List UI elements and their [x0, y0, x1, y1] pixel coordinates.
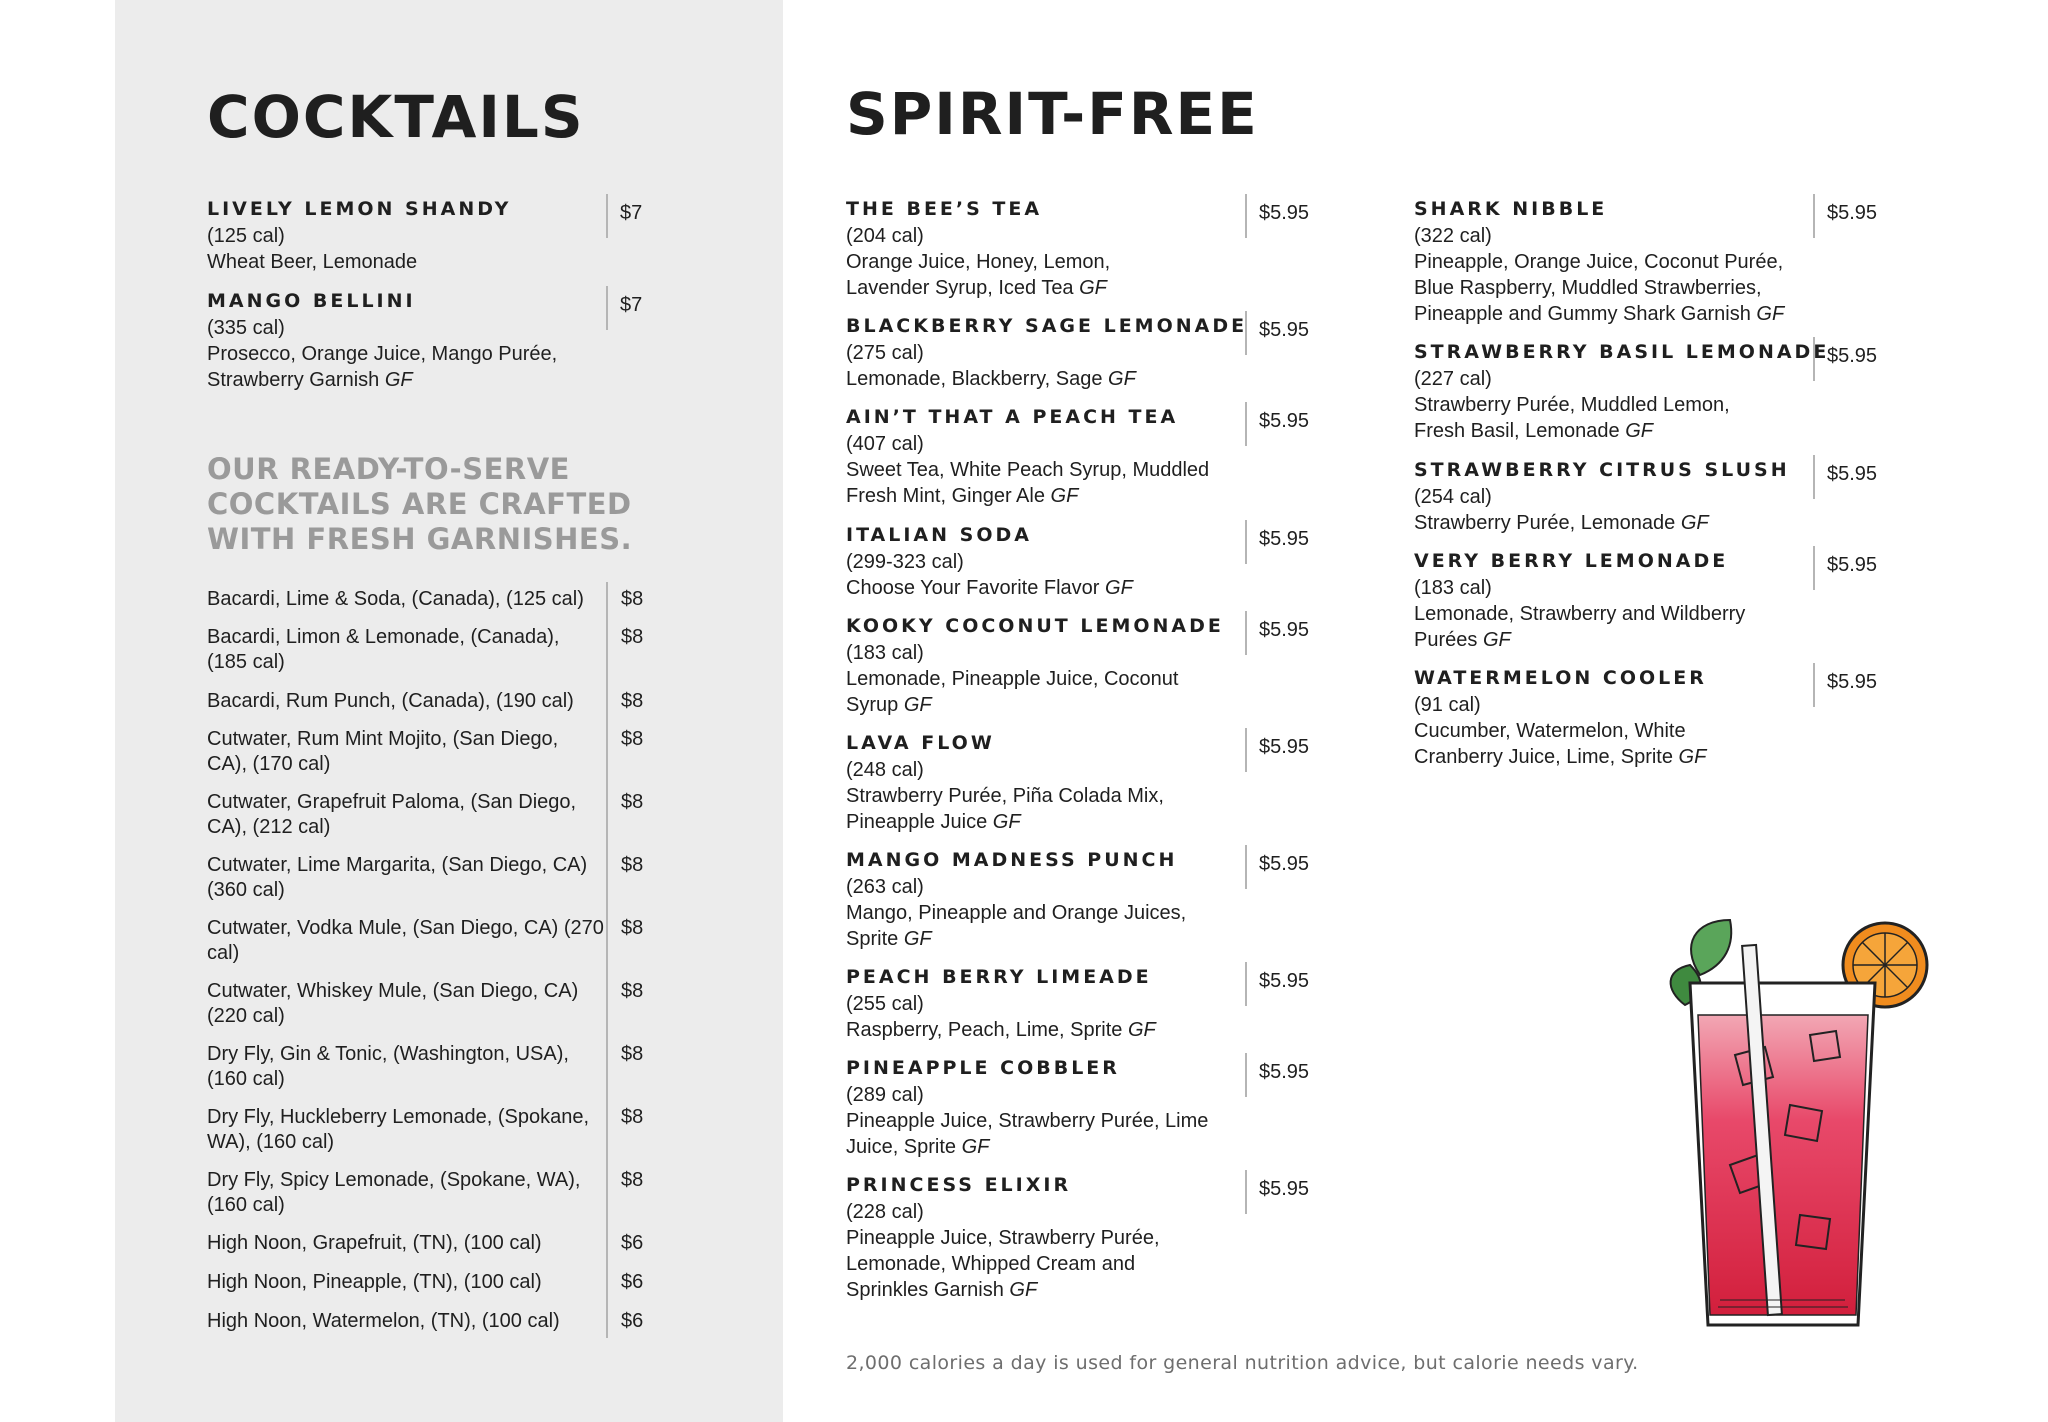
menu-item-description — [846, 483, 1209, 509]
gluten-free-badge: GF — [1050, 485, 1079, 507]
menu-item — [846, 313, 1247, 392]
ready-to-serve-item: Cutwater, Grapefruit Paloma, (San Diego, CA), (212 cal) — [207, 791, 577, 838]
menu-item-description — [1414, 392, 1829, 418]
menu-item-description — [846, 457, 1209, 483]
gluten-free-badge: GF — [992, 811, 1021, 833]
menu-item-text: Cranberry Juice, Lime, Sprite — [1414, 746, 1673, 768]
menu-item-description — [846, 666, 1224, 692]
ready-to-serve-item: Bacardi, Lime & Soda, (Canada), (125 cal) — [207, 588, 584, 610]
menu-item — [207, 196, 511, 275]
menu-item-text: Fresh Basil, Lemonade — [1414, 420, 1620, 442]
menu-item-name: MANGO BELLINI — [207, 290, 416, 312]
menu-item-text: (91 cal) — [1414, 694, 1481, 716]
menu-item-name: THE BEE’S TEA — [846, 198, 1043, 220]
menu-item-price: $5.95 — [1813, 663, 1877, 707]
menu-item-text: Juice, Sprite — [846, 1136, 957, 1158]
menu-item-calories — [846, 549, 1133, 575]
menu-item — [846, 1172, 1160, 1303]
ready-to-serve-item: Dry Fly, Huckleberry Lemonade, (Spokane, WA), (160 cal) — [207, 1106, 590, 1153]
menu-item-price: $5.95 — [1813, 194, 1877, 238]
ready-to-serve-price: $8 — [621, 626, 644, 648]
menu-item-description — [846, 1225, 1160, 1251]
menu-item-calories — [846, 991, 1156, 1017]
menu-item-text: Purées — [1414, 629, 1478, 651]
menu-item — [207, 288, 557, 393]
menu-item — [1414, 457, 1790, 536]
menu-item-price: $5.95 — [1245, 845, 1309, 889]
menu-item-text: (254 cal) — [1414, 486, 1492, 508]
menu-item-text: (248 cal) — [846, 759, 924, 781]
ready-to-serve-item: Dry Fly, Spicy Lemonade, (Spokane, WA), (160 cal) — [207, 1169, 581, 1216]
menu-item-text: Prosecco, Orange Juice, Mango Purée, — [207, 343, 558, 365]
menu-item-description — [1414, 510, 1790, 536]
ready-to-serve-price: $8 — [621, 854, 644, 876]
menu-item-calories — [846, 1199, 1160, 1225]
ready-to-serve-price: $8 — [621, 1043, 644, 1065]
gluten-free-badge: GF — [961, 1136, 990, 1158]
menu-item-calories — [846, 874, 1186, 900]
menu-item-text: (335 cal) — [207, 317, 285, 339]
ready-to-serve-item: Cutwater, Rum Mint Mojito, (San Diego, CA), (170 cal) — [207, 728, 559, 775]
menu-item-price: $5.95 — [1813, 337, 1877, 381]
gluten-free-badge: GF — [1105, 577, 1133, 599]
menu-item-description — [1414, 601, 1745, 627]
gluten-free-badge: GF — [1482, 629, 1511, 651]
menu-item-name: BLACKBERRY SAGE LEMONADE — [846, 315, 1248, 337]
menu-item-text: (255 cal) — [846, 993, 924, 1015]
menu-item-calories — [1414, 366, 1829, 392]
menu-item-calories — [846, 757, 1164, 783]
menu-item — [1414, 196, 1784, 327]
menu-item-price: $5.95 — [1245, 402, 1309, 446]
menu-item-text: Orange Juice, Honey, Lemon, — [846, 251, 1111, 273]
menu-item-price: $5.95 — [1245, 1053, 1309, 1097]
menu-item-description — [1414, 301, 1784, 327]
menu-item-description — [1414, 718, 1707, 744]
menu-item — [846, 522, 1133, 601]
menu-item-text: (204 cal) — [846, 225, 924, 247]
menu-item — [846, 196, 1110, 301]
menu-item-description — [207, 249, 511, 275]
ready-to-serve-item: Dry Fly, Gin & Tonic, (Washington, USA), (160 cal) — [207, 1043, 569, 1090]
gluten-free-badge: GF — [1678, 746, 1707, 768]
menu-item-name: KOOKY COCONUT LEMONADE — [846, 615, 1224, 637]
menu-item-text: (322 cal) — [1414, 225, 1492, 247]
menu-item-calories — [1414, 223, 1784, 249]
menu-item — [846, 964, 1156, 1043]
menu-item — [1414, 665, 1707, 770]
menu-item-price: $5.95 — [1245, 728, 1309, 772]
menu-item-description — [1414, 249, 1784, 275]
menu-item-description — [846, 926, 1186, 952]
menu-item-text: Cucumber, Watermelon, White — [1414, 720, 1686, 742]
menu-item-description — [846, 1017, 1156, 1043]
gluten-free-badge: GF — [1127, 1019, 1156, 1041]
menu-item-price: $5.95 — [1245, 311, 1309, 355]
menu-item-text: Wheat Beer, Lemonade — [207, 251, 418, 273]
menu-item-text: (299-323 cal) — [846, 551, 964, 573]
menu-item-price: $7 — [606, 286, 642, 330]
menu-item-text: Strawberry Purée, Piña Colada Mix, — [846, 785, 1164, 807]
menu-item-price: $5.95 — [1245, 611, 1309, 655]
menu-item — [1414, 339, 1829, 444]
ready-to-serve-price: $8 — [621, 980, 644, 1002]
menu-item-text: (407 cal) — [846, 433, 924, 455]
ready-to-serve-price: $8 — [621, 1106, 644, 1128]
menu-item-price: $5.95 — [1245, 520, 1309, 564]
menu-item-text: Fresh Mint, Ginger Ale — [846, 485, 1045, 507]
menu-item-name: VERY BERRY LEMONADE — [1414, 550, 1729, 572]
menu-item-text: (263 cal) — [846, 876, 924, 898]
menu-item-calories — [846, 223, 1110, 249]
menu-item-description — [207, 367, 557, 393]
gluten-free-badge: GF — [903, 928, 932, 950]
menu-item-text: (228 cal) — [846, 1201, 924, 1223]
menu-item-calories — [1414, 484, 1790, 510]
menu-item-text: Blue Raspberry, Muddled Strawberries, — [1414, 277, 1762, 299]
ready-to-serve-item: Cutwater, Whiskey Mule, (San Diego, CA) (220 cal) — [207, 980, 579, 1027]
ready-to-serve-item: High Noon, Grapefruit, (TN), (100 cal) — [207, 1232, 542, 1254]
menu-item-text: Lemonade, Pineapple Juice, Coconut — [846, 668, 1179, 690]
ready-to-serve-item: High Noon, Watermelon, (TN), (100 cal) — [207, 1310, 560, 1332]
menu-item-description — [1414, 275, 1784, 301]
menu-item-text: Pineapple Juice, Strawberry Purée, — [846, 1227, 1160, 1249]
menu-item-description — [846, 575, 1133, 601]
menu-item — [846, 404, 1209, 509]
gluten-free-badge: GF — [1009, 1279, 1038, 1301]
menu-item-name: SHARK NIBBLE — [1414, 198, 1608, 220]
menu-item-description — [1414, 418, 1829, 444]
menu-item — [1414, 548, 1745, 653]
menu-item-description — [846, 809, 1164, 835]
menu-item-text: (227 cal) — [1414, 368, 1492, 390]
menu-item-description — [207, 341, 557, 367]
ready-to-serve-price: $8 — [621, 690, 644, 712]
ready-to-serve-item: Cutwater, Vodka Mule, (San Diego, CA) (270 cal) — [207, 917, 604, 964]
menu-item-name: WATERMELON COOLER — [1414, 667, 1707, 689]
menu-item-name: STRAWBERRY BASIL LEMONADE — [1414, 341, 1830, 363]
menu-item-calories — [1414, 692, 1707, 718]
menu-item-name: PEACH BERRY LIMEADE — [846, 966, 1152, 988]
menu-item-price: $5.95 — [1245, 962, 1309, 1006]
ready-to-serve-item: High Noon, Pineapple, (TN), (100 cal) — [207, 1271, 542, 1293]
menu-item-description — [846, 249, 1110, 275]
menu-item-description — [846, 1108, 1208, 1134]
menu-item-description — [846, 1251, 1160, 1277]
calorie-footnote: 2,000 calories a day is used for general nutrition advice, but calorie needs vary. — [846, 1352, 1639, 1374]
menu-item-description — [1414, 627, 1745, 653]
menu-item-text: Strawberry Purée, Muddled Lemon, — [1414, 394, 1730, 416]
ready-to-serve-item: Bacardi, Rum Punch, (Canada), (190 cal) — [207, 690, 574, 712]
menu-item-calories — [207, 223, 511, 249]
menu-item-text: Sprite — [846, 928, 899, 950]
menu-item-text: Sweet Tea, White Peach Syrup, Muddled — [846, 459, 1210, 481]
menu-item-text: Lavender Syrup, Iced Tea — [846, 277, 1074, 299]
menu-item-name: MANGO MADNESS PUNCH — [846, 849, 1178, 871]
menu-item-calories — [846, 340, 1247, 366]
menu-item-text: Pineapple Juice, Strawberry Purée, Lime — [846, 1110, 1209, 1132]
gluten-free-badge: GF — [1625, 420, 1654, 442]
ready-to-serve-item: Bacardi, Limon & Lemonade, (Canada), (185 cal) — [207, 626, 560, 673]
gluten-free-badge: GF — [1680, 512, 1709, 534]
menu-item-description — [846, 275, 1110, 301]
menu-item-text: (125 cal) — [207, 225, 285, 247]
gluten-free-badge: GF — [903, 694, 932, 716]
menu-item-text: (183 cal) — [1414, 577, 1492, 599]
menu-item-name: ITALIAN SODA — [846, 524, 1032, 546]
ready-to-serve-price: $6 — [621, 1310, 644, 1332]
menu-item-text: Lemonade, Strawberry and Wildberry — [1414, 603, 1746, 625]
ready-to-serve-price: $8 — [621, 791, 644, 813]
menu-item-text: (275 cal) — [846, 342, 924, 364]
menu-item-text: Lemonade, Whipped Cream and — [846, 1253, 1136, 1275]
menu-item-text: Sprinkles Garnish — [846, 1279, 1004, 1301]
menu-item-description — [846, 692, 1224, 718]
menu-item-calories — [846, 431, 1209, 457]
menu-item-price: $5.95 — [1245, 1170, 1309, 1214]
ready-to-serve-price: $8 — [621, 917, 644, 939]
menu-item-name: LIVELY LEMON SHANDY — [207, 198, 512, 220]
menu-item-text: Raspberry, Peach, Lime, Sprite — [846, 1019, 1123, 1041]
menu-item-text: Pineapple Juice — [846, 811, 988, 833]
menu-item-description — [1414, 744, 1707, 770]
menu-item-name: PINEAPPLE COBBLER — [846, 1057, 1120, 1079]
menu-item-calories — [846, 640, 1224, 666]
gluten-free-badge: GF — [1108, 368, 1136, 390]
menu-item-price: $7 — [606, 194, 642, 238]
menu-item-price: $5.95 — [1245, 194, 1309, 238]
menu-item-text: Choose Your Favorite Flavor — [846, 577, 1100, 599]
menu-item-name: LAVA FLOW — [846, 732, 995, 754]
menu-item-text: (183 cal) — [846, 642, 924, 664]
gluten-free-badge: GF — [1079, 277, 1107, 299]
menu-item-description — [846, 783, 1164, 809]
ready-to-serve-price: $8 — [621, 728, 644, 750]
menu-item — [846, 847, 1186, 952]
menu-item-description — [846, 1277, 1160, 1303]
gluten-free-badge: GF — [1756, 303, 1785, 325]
menu-item-description — [846, 1134, 1208, 1160]
menu-item-text: Lemonade, Blackberry, Sage — [846, 368, 1103, 390]
menu-item-text: (289 cal) — [846, 1084, 924, 1106]
menu-item-text: Pineapple, Orange Juice, Coconut Purée, — [1414, 251, 1784, 273]
menu-item-calories — [207, 315, 557, 341]
ready-to-serve-price: $8 — [621, 1169, 644, 1191]
ready-to-serve-price: $6 — [621, 1271, 644, 1293]
menu-item-name: PRINCESS ELIXIR — [846, 1174, 1072, 1196]
menu-item — [846, 613, 1224, 718]
menu-item-calories — [1414, 575, 1745, 601]
menu-item-calories — [846, 1082, 1208, 1108]
cocktails-heading: COCKTAILS — [207, 83, 585, 151]
gluten-free-badge: GF — [384, 369, 413, 391]
menu-item-text: Syrup — [846, 694, 899, 716]
menu-item-name: STRAWBERRY CITRUS SLUSH — [1414, 459, 1790, 481]
cocktail-glass-illustration — [1660, 905, 1930, 1335]
ready-to-serve-price: $6 — [621, 1232, 644, 1254]
ready-to-serve-item: Cutwater, Lime Margarita, (San Diego, CA) (360 cal) — [207, 854, 588, 901]
menu-item — [846, 1055, 1208, 1160]
ready-to-serve-price: $8 — [621, 588, 644, 610]
menu-item-text: Strawberry Garnish — [207, 369, 380, 391]
menu-item-description — [846, 900, 1186, 926]
menu-item — [846, 730, 1164, 835]
menu-item-price: $5.95 — [1813, 455, 1877, 499]
menu-item-price: $5.95 — [1813, 546, 1877, 590]
menu-item-name: AIN’T THAT A PEACH TEA — [846, 406, 1179, 428]
spirit-free-heading: SPIRIT-FREE — [846, 80, 1259, 148]
ready-to-serve-tagline: OUR READY-TO-SERVE COCKTAILS ARE CRAFTED WITH FRESH GARNISHES. — [207, 452, 633, 556]
menu-item-text: Mango, Pineapple and Orange Juices, — [846, 902, 1187, 924]
menu-item-text: Pineapple and Gummy Shark Garnish — [1414, 303, 1751, 325]
menu-item-text: Strawberry Purée, Lemonade — [1414, 512, 1676, 534]
menu-item-description — [846, 366, 1247, 392]
